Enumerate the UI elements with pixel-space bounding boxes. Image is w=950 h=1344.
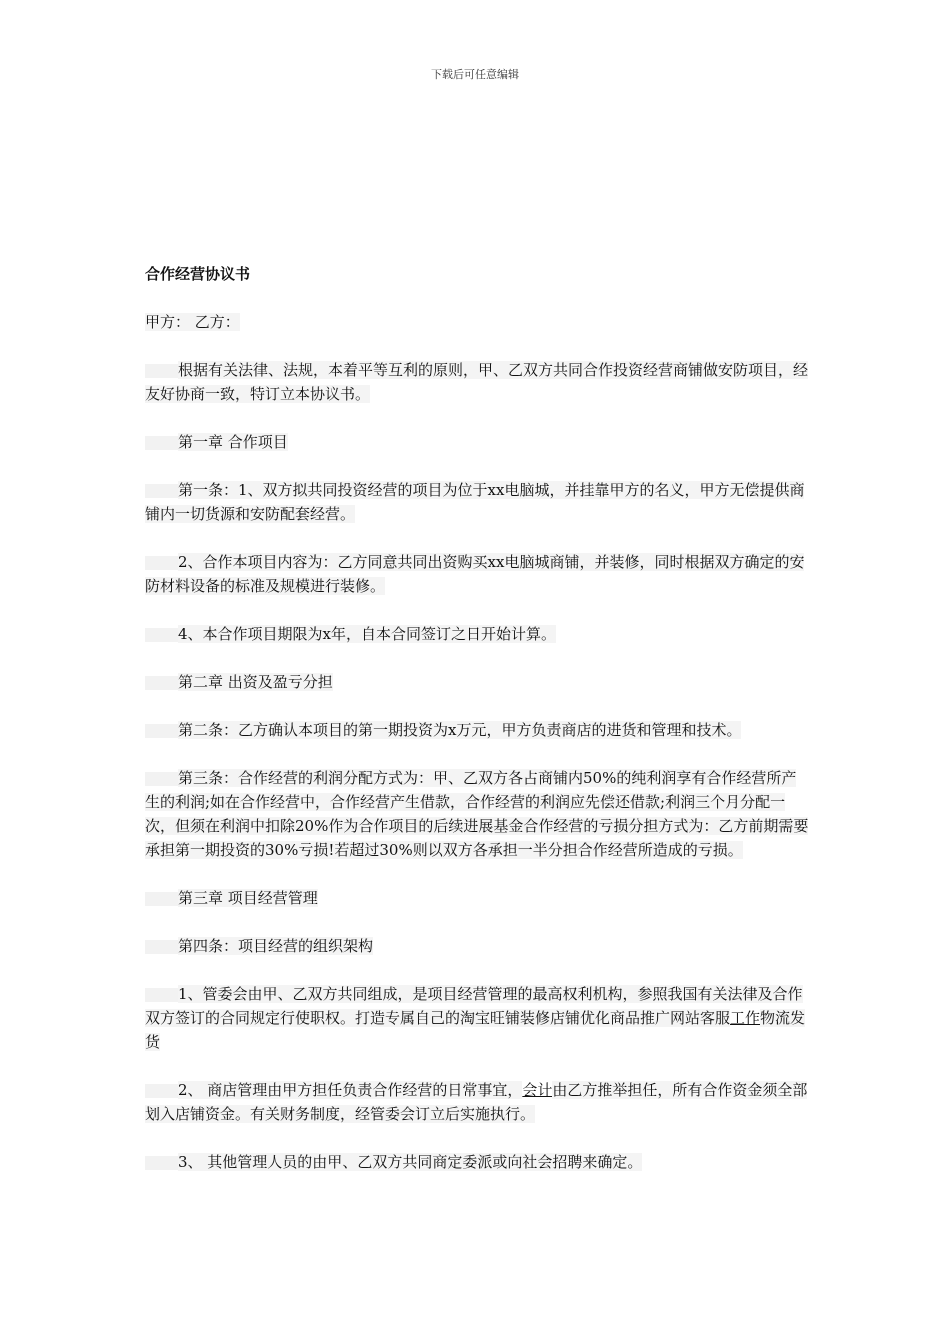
indent-mark xyxy=(145,436,178,450)
intro-text: 根据有关法律、法规，本着平等互利的原则，甲、乙双方共同合作投资经营商铺做安防项目，经友好协商一致，特订立本协议书。 xyxy=(145,361,809,403)
article-4-item-3 xyxy=(145,1150,810,1174)
indent-mark xyxy=(145,676,178,690)
indent-mark xyxy=(145,1084,178,1098)
article-1-paragraph xyxy=(145,478,810,526)
chapter-1-heading xyxy=(145,430,810,454)
article-1-item-2-text: 2、合作本项目内容为：乙方同意共同出资购买xx电脑城商铺，并装修，同时根据双方确定的安防材料设备的标准及规模进行装修。 xyxy=(145,553,805,595)
article-4-item-2-text-b: 由乙方推举担任，所有合作资金须全部划入店铺资金。有关财务制度，经管委会订立后实施执行。 xyxy=(145,1081,808,1123)
indent-mark xyxy=(145,892,178,906)
article-4-paragraph xyxy=(145,934,810,958)
article-4-item-2-text-a: 2、 商店管理由甲方担任负责合作经营的日常事宜， xyxy=(178,1081,523,1099)
indent-mark xyxy=(145,484,178,498)
indent-mark xyxy=(145,1156,178,1170)
article-3-paragraph xyxy=(145,766,810,862)
indent-mark xyxy=(145,364,178,378)
article-4-item-3-text: 3、 其他管理人员的由甲、乙双方共同商定委派或向社会招聘来确定。 xyxy=(178,1153,643,1171)
parties-line xyxy=(145,310,810,334)
article-4-item-1-text-a: 1、管委会由甲、乙双方共同组成，是项目经营管理的最高权利机构，参照我国有关法律及合作双方签订的合同规定行使职权。打造专属自己的淘宝旺铺装修店铺优化商品推广网站客服 xyxy=(145,985,803,1027)
article-2-text: 第二条：乙方确认本项目的第一期投资为x万元，甲方负责商店的进货和管理和技术。 xyxy=(178,721,742,739)
intro-paragraph xyxy=(145,358,810,406)
chapter-3-text: 第三章 项目经营管理 xyxy=(178,889,318,907)
indent-mark xyxy=(145,628,178,642)
article-1-text: 第一条：1、双方拟共同投资经营的项目为位于xx电脑城，并挂靠甲方的名义，甲方无偿提供商铺内一切货源和安防配套经营。 xyxy=(145,481,805,523)
indent-mark xyxy=(145,988,178,1002)
article-1-item-2 xyxy=(145,550,810,598)
work-link[interactable]: 工作 xyxy=(730,1009,761,1027)
document-body xyxy=(145,262,810,1198)
accounting-link[interactable]: 会计 xyxy=(522,1081,553,1099)
document-title: 合作经营协议书 xyxy=(145,265,251,283)
chapter-1-text: 第一章 合作项目 xyxy=(178,433,288,451)
indent-mark xyxy=(145,556,178,570)
indent-mark xyxy=(145,724,178,738)
article-1-item-4 xyxy=(145,622,810,646)
article-3-text: 第三条：合作经营的利润分配方式为：甲、乙双方各占商铺内50%的纯利润享有合作经营所产生的利润;如在合作经营中，合作经营产生借款，合作经营的利润应先偿还借款;利润三个月分配一次，但须在利润中扣除20%作为合作项目的后续进展基金合作经营的亏损分担方式为：乙方前期需要承担第一期投资的30%亏损!若超过30%则以双方各承担一半分担合作经营所造成的亏损。 xyxy=(145,769,809,859)
chapter-2-text: 第二章 出资及盈亏分担 xyxy=(178,673,333,691)
article-4-item-1 xyxy=(145,982,810,1054)
indent-mark xyxy=(145,940,178,954)
parties-text: 甲方： 乙方： xyxy=(145,313,240,331)
article-4-item-1-text-b: 物流发货 xyxy=(145,1009,806,1051)
article-1-item-4-text: 4、本合作项目期限为x年，自本合同签订之日开始计算。 xyxy=(178,625,557,643)
chapter-3-heading xyxy=(145,886,810,910)
page-header-note: 下载后可任意编辑 xyxy=(431,68,519,81)
chapter-2-heading xyxy=(145,670,810,694)
article-4-text: 第四条：项目经营的组织架构 xyxy=(178,937,374,955)
indent-mark xyxy=(145,772,178,786)
article-2-paragraph xyxy=(145,718,810,742)
article-4-item-2 xyxy=(145,1078,810,1126)
